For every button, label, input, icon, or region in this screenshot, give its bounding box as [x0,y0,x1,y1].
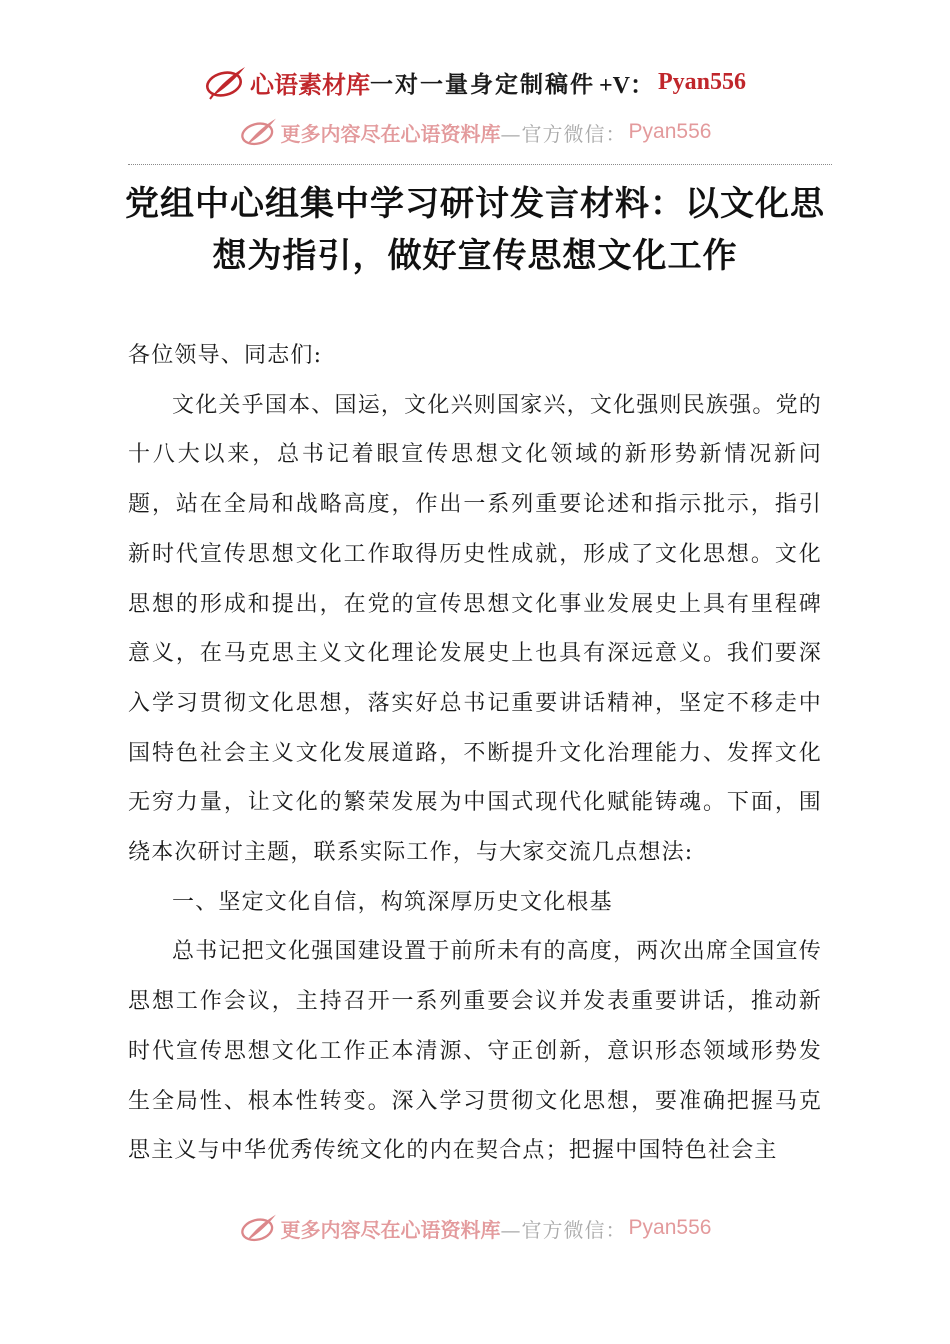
header-banner [0,62,950,102]
brand-name: 心语素材库 [249,72,370,99]
header-watermark [0,114,950,150]
quill-pen-logo-icon [239,116,279,148]
contact-prefix: +V： [598,72,654,99]
watermark-id: Pyan556 [628,1216,712,1239]
watermark-left-text: 更多内容尽在心语资料库 [280,1217,501,1242]
watermark-left-text: 更多内容尽在心语资料库 [280,121,501,146]
document-body [128,331,822,1176]
watermark-right-text: —官方微信： [500,121,627,146]
quill-pen-logo-icon [239,1212,279,1244]
paragraph: 文化关乎国本、国运，文化兴则国家兴，文化强则民族强。党的十八大以来，总书记着眼宣传思想文化领域的新形势新情况新问题，站在全局和战略高度，作出一系列重要论述和指示批示，指引新时代宣传思想文化工作取得历史性成就，形成了文化思想。文化思想的形成和提出，在党的宣传思想文化事业发展史上具有里程碑意义，在马克思主义文化理论发展史上也具有深远意义。我们要深入学习贯彻文化思想，落实好总书记重要讲话精神，坚定不移走中国特色社会主义文化发展道路，不断提升文化治理能力、发挥文化无穷力量，让文化的繁荣发展为中国式现代化赋能铸魂。下面，围绕本次研讨主题，联系实际工作，与大家交流几点想法: [128,392,822,866]
salutation: 各位领导、同志们: [128,343,323,368]
brand-tagline: 一对一量身定制稿件 [369,70,595,98]
contact-id: Pyan556 [658,68,747,95]
footer-watermark [0,1210,950,1246]
header-divider [128,164,832,165]
quill-pen-logo-icon [204,64,248,100]
paragraph: 总书记把文化强国建设置于前所未有的高度，两次出席全国宣传思想工作会议，主持召开一系列重要会议并发表重要讲话，推动新时代宣传思想文化工作正本清源、守正创新，意识形态领域形势发生全局性、根本性转变。深入学习贯彻文化思想，要准确把握马克思主义与中华优秀传统文化的内在契合点；把握中国特色社会主 [128,939,822,1164]
document-title: 党组中心组集中学习研讨发言材料：以文化思想为指引，做好宣传思想文化工作 [125,184,825,276]
section-heading: 一、坚定文化自信，构筑深厚历史文化根基 [172,889,613,915]
watermark-id: Pyan556 [628,120,712,143]
watermark-right-text: —官方微信： [500,1217,627,1242]
